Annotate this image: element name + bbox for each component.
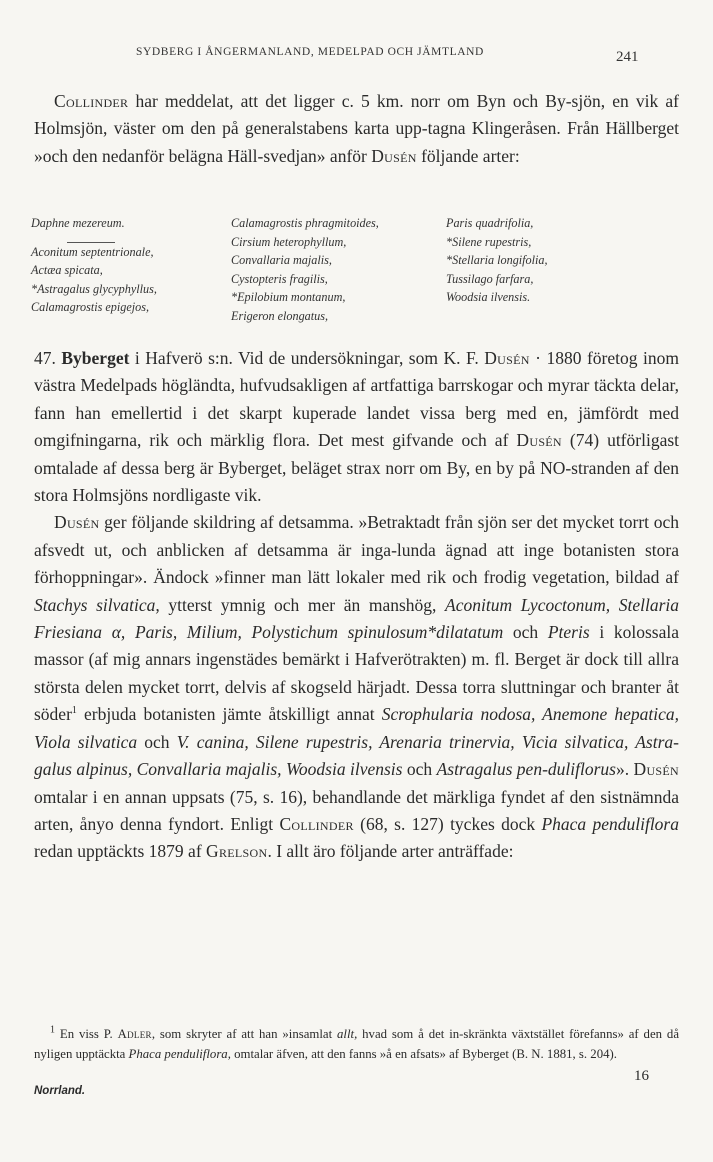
author-collinder: Collinder — [54, 91, 129, 111]
footnote-number: 1 — [50, 1024, 55, 1036]
species-name: Aconitum Lycoctonum, Stellaria Friesiana α, Paris, Milium, Polystichum spinulosum — [34, 594, 679, 643]
text-run: , som skryter af att han »insamlat — [151, 1027, 338, 1041]
text-run: redan upptäckts 1879 af — [34, 841, 207, 862]
species-item: Aconitum septentrionale, — [31, 244, 154, 259]
text-run: i kolossala massor (af mig annars ingenstädes bemärkt i Hafverötrakten) m. fl. Berget är dock till allra största delen mycket torrt, delvis af skogseld härjadt. Dessa torra sluttningar och branter åt söder — [34, 622, 679, 725]
species-item: Actæa spicata, — [31, 263, 103, 278]
species-item: Cystopteris fragilis, — [231, 271, 328, 286]
section-title: Byberget — [61, 348, 130, 368]
text-run: (68, s. 127) tyckes dock — [353, 813, 542, 834]
species-item: Erigeron elongatus, — [231, 308, 329, 323]
species-item: Convallaria majalis, — [231, 253, 332, 268]
species-item: *Stellaria longifolia, — [446, 253, 548, 268]
text-run: följande arter: — [416, 145, 520, 166]
page-number: 241 — [616, 49, 639, 65]
author-dusen: Dusén — [484, 348, 530, 368]
text-run: i Hafverö s:n. Vid de undersökningar, som K. F. — [129, 348, 485, 368]
species-item: Calamagrostis epigejos, — [31, 300, 150, 315]
text-run: omtalar äfven, att den fanns »å en afsats» af Byberget (B. N. 1881, s. 204). — [230, 1047, 617, 1062]
species-item: Daphne mezereum. — [31, 216, 125, 230]
species-name: Scrophularia nodosa, Anemone hepatica, Viola silvatica — [34, 704, 679, 752]
running-title: SYDBERG I ÅNGERMANLAND, MEDELPAD OCH JÄMTLAND — [136, 46, 484, 58]
species-item: Cirsium heterophyllum, — [231, 234, 347, 249]
species-name: Pteris — [547, 622, 590, 643]
species-name: Phaca penduliflora — [541, 813, 679, 834]
sheet-number: 16 — [634, 1068, 649, 1084]
text-run: hvad som å det in-skränkta växtstället förefanns» af den då nyligen upptäckta — [34, 1027, 679, 1062]
text-run: omtalar i en annan uppsats (75, s. 16), behandlande det märkliga fyndet af den sistnämnda arten, ånyo denna fyndort. Enligt — [34, 786, 679, 834]
species-column-1 — [31, 214, 157, 317]
footnote — [34, 1024, 679, 1065]
text-run: erbjuda botanisten jämte åtskilligt annat — [76, 704, 382, 725]
section-47-paragraph — [34, 345, 679, 866]
author-grelson: Grelson — [206, 841, 268, 862]
species-column-2 — [231, 214, 379, 326]
species-name: V. canina, Silene rupestris, Arenaria trinervia, Vicia silvatica, Astra-galus alpinus, Convallaria majalis, Woodsia ilvensis — [34, 731, 679, 780]
author-adler: Adler — [117, 1027, 152, 1041]
text-run: · 1880 företog inom västra Medelpads högländta, hufvudsakligen af artfattiga barrskogar och myrar täckta delar, fann han emellertid i det skarpt kuperade landet vissa berg med en, jämfördt med omgifningarna, rik och märklig flora. Det mest gifvande och af — [34, 348, 679, 451]
text-run: ger följande skildring af detsamma. »Betraktadt från sjön ser det mycket torrt och afsvedt ut, och anblicken af detsamma är inga-lunda ägnad att inge botanisten stora förhoppningar». Ändock »finner man lätt lokaler med rik och frodig vegetation, bildad af — [34, 512, 679, 588]
author-dusen: Dusén — [371, 145, 417, 166]
divider-rule — [67, 233, 115, 243]
species-name: Astragalus pen-duliflorus — [436, 759, 616, 780]
species-item: Woodsia ilvensis. — [446, 290, 531, 305]
text-run: . I allt äro följande arter anträffade: — [267, 841, 514, 862]
species-item: *Silene rupestris, — [446, 234, 532, 249]
text-run: (74) utförligast omtalade af dessa berg är Byberget, beläget strax norr om By, en by på NO-stranden af den stora Holmsjöns nordligaste vik. — [34, 430, 680, 506]
author-dusen: Dusén — [633, 759, 679, 780]
text-run: och — [503, 622, 548, 643]
emphasis: allt, — [337, 1027, 358, 1041]
species-item: Tussilago farfara, — [446, 271, 534, 286]
section-number: 47. — [34, 348, 62, 368]
species-column-3 — [446, 214, 548, 307]
text-run: och — [402, 759, 437, 780]
page-footer — [34, 1068, 679, 1098]
species-item: *Astragalus glycyphyllus, — [31, 281, 157, 296]
species-item: *Epilobium montanum, — [231, 290, 346, 305]
signature-mark: Norrland. — [34, 1085, 86, 1097]
species-name: *dilatatum — [427, 622, 504, 643]
text-run: En viss P. — [55, 1027, 118, 1041]
author-collinder: Collinder — [279, 813, 354, 834]
text-run: och — [137, 731, 177, 752]
text-run: ytterst ymnig och mer än manshög, — [159, 594, 446, 615]
species-name: Stachys silvatica, — [34, 594, 160, 615]
text-run: har meddelat, att det ligger c. 5 km. norr om Byn och By-sjön, en vik af Holmsjön, väster om den på generalstabens karta upp-tagna Klingeråsen. Från Hällberget »och den nedanför belägna Häll-svedjan» anför — [34, 91, 679, 166]
species-item: Paris quadrifolia, — [446, 216, 534, 230]
species-name: Phaca penduliflora, — [128, 1047, 231, 1062]
intro-paragraph — [34, 88, 679, 170]
text-run: ». — [615, 759, 634, 780]
author-dusen: Dusén — [516, 430, 562, 451]
footnote-ref: 1 — [71, 705, 77, 717]
running-header — [136, 46, 639, 65]
author-dusen: Dusén — [54, 512, 100, 533]
species-item: Calamagrostis phragmitoides, — [231, 216, 379, 230]
